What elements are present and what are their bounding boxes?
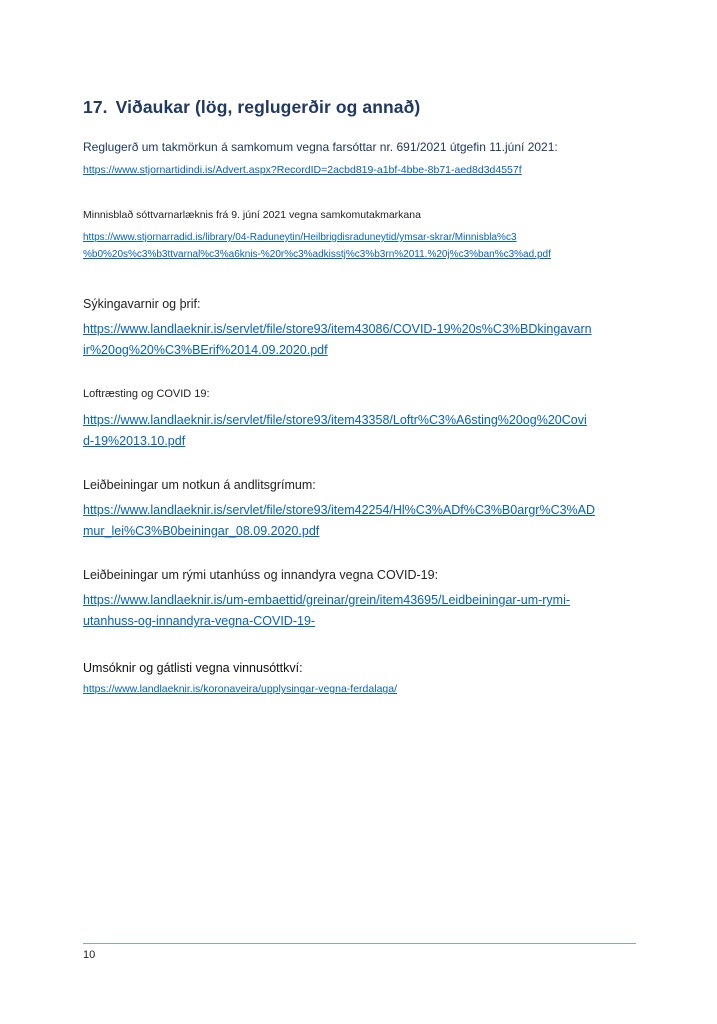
entry-link-line: d-19%2013.10.pdf [83,434,186,448]
entry-link[interactable] [83,410,643,452]
entry-link-line: https://www.landlaeknir.is/servlet/file/store93/item42254/Hl%C3%ADf%C3%B0argr%C3%AD [83,503,596,517]
entry-link-line: utanhuss-og-innandyra-vegna-COVID-19- [83,614,316,628]
entry-link-line: %b0%20s%c3%b3ttvarnal%c3%a6knis-%20r%c3%adkisstj%c3%b3rn%2011.%20j%c3%ban%c3%ad.pdf [83,249,551,260]
footer-divider [83,943,636,944]
appendix-entry [83,476,643,542]
entry-link[interactable] [83,319,643,361]
section-heading [83,97,420,118]
appendix-entry [83,139,643,178]
entry-label: Leiðbeiningar um notkun á andlitsgrímum: [83,478,316,492]
entry-link-line: https://www.landlaeknir.is/koronaveira/upplysingar-vegna-ferdalaga/ [83,683,398,695]
entry-link[interactable] [83,590,643,632]
entry-link[interactable] [83,682,643,697]
appendix-entry [83,659,643,697]
entry-link[interactable] [83,163,643,178]
appendix-entry [83,566,643,632]
entry-link-line: https://www.stjornarradid.is/library/04-Raduneytin/Heilbrigdisraduneytid/ymsar-skrar/Minnisbla%c3 [83,232,517,243]
entry-link[interactable] [83,500,643,542]
entry-link-line: ir%20og%20%C3%BErif%2014.09.2020.pdf [83,343,328,357]
appendix-entry [83,295,643,361]
entry-link-line: mur_lei%C3%B0beiningar_08.09.2020.pdf [83,524,320,538]
entry-link-line: https://www.stjornartidindi.is/Advert.aspx?RecordID=2acbd819-a1bf-4bbe-8b71-aed8d3d4557f [83,164,522,176]
entry-label: Loftræsting og COVID 19: [83,388,210,400]
entry-label: Minnisblað sóttvarnarlæknis frá 9. júní 2021 vegna samkomutakmarkana [83,209,421,221]
entry-link[interactable] [83,229,643,263]
entry-link-line: https://www.landlaeknir.is/um-embaettid/greinar/grein/item43695/Leidbeiningar-um-rymi- [83,593,571,607]
section-number: 17. [83,97,108,117]
appendix-entry [83,208,643,263]
entry-label: Umsóknir og gátlisti vegna vinnusóttkví: [83,661,303,675]
entry-label: Leiðbeiningar um rými utanhúss og innandyra vegna COVID-19: [83,568,439,582]
page-number: 10 [83,949,96,961]
entry-label: Reglugerð um takmörkun á samkomum vegna farsóttar nr. 691/2021 útgefin 11.júní 2021: [83,140,558,154]
entry-link-line: https://www.landlaeknir.is/servlet/file/store93/item43358/Loftr%C3%A6sting%20og%20Covi [83,413,587,427]
entry-link-line: https://www.landlaeknir.is/servlet/file/store93/item43086/COVID-19%20s%C3%BDkingavarn [83,322,592,336]
entry-label: Sýkingavarnir og þrif: [83,297,201,311]
section-title: Viðaukar (lög, reglugerðir og annað) [115,97,421,117]
appendix-entry [83,386,643,452]
